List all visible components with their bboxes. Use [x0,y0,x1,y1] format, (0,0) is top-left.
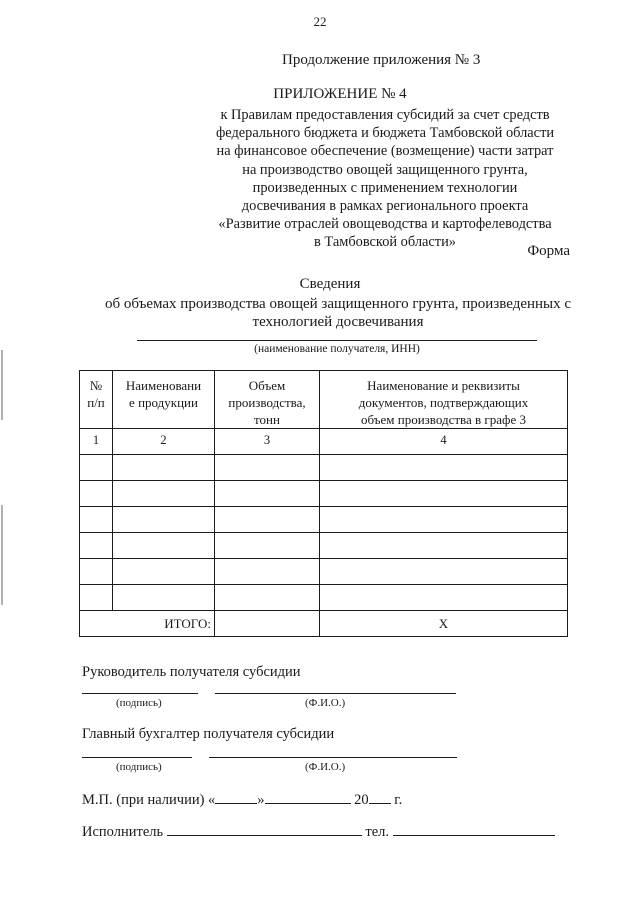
table-cell[interactable] [215,585,320,611]
table-row [80,455,568,481]
phone-field[interactable] [393,821,555,836]
table-cell[interactable] [215,533,320,559]
total-label: ИТОГО: [113,611,215,637]
scan-artifact [1,350,3,420]
accountant-name-line[interactable] [209,757,457,758]
table-row [80,585,568,611]
table-cell[interactable] [80,507,113,533]
table-cell[interactable] [113,481,215,507]
subtitle-line: технологией досвечивания [252,314,424,330]
accountant-signature-line[interactable] [82,757,192,758]
day-field[interactable] [215,789,257,804]
table-cell[interactable] [320,559,568,585]
table-row [80,507,568,533]
column-number-row [80,429,568,455]
column-number: 2 [113,429,215,455]
table-row [80,533,568,559]
production-table [79,370,568,637]
column-number: 1 [80,429,113,455]
executor-field[interactable] [167,821,362,836]
total-volume-cell[interactable] [215,611,320,637]
head-name-caption: (Ф.И.О.) [305,697,346,709]
head-title: Руководитель получателя субсидии [82,664,301,680]
accountant-name-caption: (Ф.И.О.) [305,761,346,773]
table-cell[interactable] [215,507,320,533]
appendix-line: федерального бюджета и бюджета Тамбовской области [215,125,555,142]
table-cell[interactable] [320,585,568,611]
appendix-description [185,106,585,252]
recipient-caption: (наименование получателя, ИНН) [254,343,420,355]
accountant-title: Главный бухгалтер получателя субсидии [82,726,335,742]
header-number: № п/п [80,371,113,429]
head-signature-line[interactable] [82,693,198,694]
year-field[interactable] [369,789,391,804]
table-cell[interactable] [80,455,113,481]
table-cell[interactable] [320,455,568,481]
scan-artifact [1,505,3,605]
table-cell[interactable] [320,481,568,507]
appendix-line: на производство овощей защищенного грунта, [242,161,528,178]
document-title: Сведения [299,276,361,292]
executor-line [82,821,555,841]
appendix-line: к Правилам предоставления субсидий за счет средств [220,107,550,123]
table-cell[interactable] [215,559,320,585]
table-cell[interactable] [80,559,113,585]
appendix-line: «Развитие отраслей овощеводства и картофелеводства [218,216,552,233]
table-cell[interactable] [113,585,215,611]
executor-label: Исполнитель [82,824,164,840]
accountant-signature-caption: (подпись) [116,761,162,773]
stamp-date-line [82,789,402,809]
table-cell[interactable] [320,533,568,559]
recipient-fill-line[interactable] [137,340,537,341]
table-cell[interactable] [80,533,113,559]
page-number: 22 [313,14,327,29]
table-cell[interactable] [80,481,113,507]
column-number: 3 [215,429,320,455]
continuation-note: Продолжение приложения № 3 [282,52,481,68]
table-cell[interactable] [80,585,113,611]
quote-open: « [208,792,216,808]
total-row [80,611,568,637]
header-volume: Объем производства, тонн [215,371,320,429]
appendix-title: ПРИЛОЖЕНИЕ № 4 [273,86,407,102]
table-cell[interactable] [215,481,320,507]
appendix-line: в Тамбовской области» [314,234,456,251]
form-label: Форма [527,243,570,259]
total-blank [80,611,113,637]
year-prefix: 20 [354,792,369,808]
table-cell[interactable] [215,455,320,481]
head-signature-caption: (подпись) [116,697,162,709]
month-field[interactable] [265,789,351,804]
phone-label: тел. [365,824,389,840]
table-cell[interactable] [113,559,215,585]
table-cell[interactable] [113,533,215,559]
appendix-line: досвечивания в рамках регионального проекта [241,198,529,215]
document-subtitle [90,295,586,331]
stamp-label: М.П. (при наличии) [82,792,205,808]
column-number: 4 [320,429,568,455]
table-cell[interactable] [113,455,215,481]
head-name-line[interactable] [215,693,456,694]
total-documents-mark: X [320,611,568,637]
header-product-name: Наименовани е продукции [113,371,215,429]
table-row [80,559,568,585]
table-cell[interactable] [113,507,215,533]
table-row [80,481,568,507]
appendix-line: произведенных с применением технологии [252,179,518,196]
year-suffix: г. [394,792,403,808]
subtitle-line: об объемах производства овощей защищенного грунта, произведенных с [104,296,572,312]
table-header-row [80,371,568,429]
table-cell[interactable] [320,507,568,533]
header-documents: Наименование и реквизиты документов, подтверждающих объем производства в графе 3 [320,371,568,429]
quote-close: » [257,792,265,808]
appendix-line: на финансовое обеспечение (возмещение) части затрат [216,143,554,160]
